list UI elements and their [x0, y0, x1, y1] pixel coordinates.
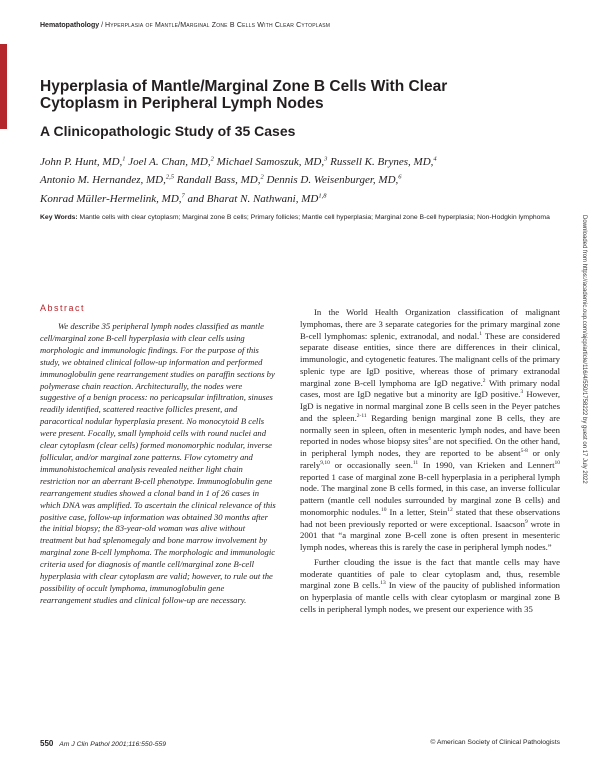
- reference-citation: 9: [524, 518, 528, 525]
- author-list: [40, 151, 580, 207]
- running-header: [40, 22, 330, 29]
- body-paragraph-2: [300, 557, 560, 616]
- reference-citation: 1: [479, 330, 482, 337]
- author: Russell K. Brynes, MD,$^4$: [330, 155, 437, 168]
- article-title: Hyperplasia of Mantle/Marginal Zone B Cells With Clear Cytoplasm in Peripheral Lymph Nodes: [40, 78, 448, 112]
- body-text: In a letter, Stein: [386, 506, 448, 517]
- download-notice: Downloaded from https://academic.oup.com/ajcp/article/116/4/550/1758222 by guest on 17 July 2022: [581, 215, 587, 484]
- body-text: Regarding benign marginal zone B cells, they are normally seen in spleen, often in mesenteric lymph nodes, and have been reported in nodes whose biopsy sites: [300, 412, 560, 447]
- header-separator: /: [99, 22, 105, 29]
- reference-citation: 5-8: [520, 448, 528, 455]
- reference-citation: 10: [380, 506, 387, 513]
- reference-citation: 13: [380, 580, 386, 587]
- article-subtitle: A Clinicopathologic Study of 35 Cases: [40, 123, 296, 139]
- body-text: are not specified. On the other hand, in peripheral lymph nodes, they are reported to be absent: [300, 436, 561, 458]
- reference-citation: 11: [412, 459, 419, 466]
- abstract-heading: Abstract: [40, 303, 86, 313]
- reference-citation: 2: [482, 377, 486, 384]
- body-text: Further clouding the issue is the fact that mantle cells may have moderate quantities of pale to clear cytoplasm and, thus, resemble marginal zone B cells.: [300, 556, 560, 591]
- accent-bar: [0, 44, 7, 129]
- keywords-text: Mantle cells with clear cytoplasm; Marginal zone B cells; Primary follicles; Mantle cell hyperplasia; Marginal zone B-cell hyperplasia; Non-Hodgkin lymphoma: [79, 214, 550, 221]
- author: Konrad Müller-Hermelink, MD,$^7$: [40, 192, 185, 205]
- body-text: In the World Health Organization classification of malignant lymphomas, there are 3 separate categories for the primary marginal zone B-cell lymphomas: splenic, extranodal, and nodal.: [300, 307, 560, 341]
- keywords-label: Key Words:: [40, 214, 78, 221]
- running-title: Hyperplasia of Mantle/Marginal Zone B Cells With Clear Cytoplasm: [104, 22, 331, 29]
- reference-citation: 4: [428, 436, 431, 443]
- body-text: These are considered separate disease entities, since there are differences in their clinical, immunologic, and cytogenetic features. The malignant cells of the primary splenic type are IgD positive, whereas those of primary extranodal marginal zone B-cell lymphoma are IgD negative.: [300, 330, 561, 388]
- author: Michael Samoszuk, MD,$^3$: [216, 155, 328, 168]
- author: Joel A. Chan, MD,$^2$: [128, 155, 214, 168]
- body-text: In 1990, van Krieken and Lennert: [418, 459, 555, 470]
- author: Randall Bass, MD,$^2$: [176, 173, 264, 187]
- reference-citation: 10: [554, 459, 560, 466]
- body-text: reported 1 case of marginal zone B-cell hyperplasia in a peripheral lymph node. The marginal zone B cells formed, in this case, an inverse follicular pattern (mantle cell nodules surrounded by marginal zone B cells) and monomorphic nodules.: [300, 471, 560, 517]
- keywords: [40, 213, 560, 224]
- copyright: © American Society of Clinical Pathologists: [430, 739, 560, 746]
- author: and Bharat N. Nathwani, MD$^{1,8}$: [187, 192, 327, 205]
- page-number: 550: [40, 739, 54, 748]
- download-sidenote: [577, 215, 587, 545]
- body-text: In view of the paucity of published information on hyperplasia of mantle cells with clear cytoplasm or marginal zone B cells in peripheral lymph nodes, we present our experience with 35: [300, 580, 560, 614]
- body-paragraph-1: [300, 307, 560, 554]
- body-text: or only rarely: [300, 448, 560, 470]
- page-footer: [40, 739, 560, 748]
- body-text: However, IgD is negative in normal marginal zone B cells seen in the Peyer patches and the spleen.: [300, 389, 560, 423]
- reference-citation: 2-11: [356, 412, 367, 419]
- reference-citation: 9,10: [320, 459, 330, 466]
- body-text: With primary nodal cases, most are IgD negative but a minority are IgD positive.: [300, 377, 560, 400]
- journal-citation: Am J Clin Pathol 2001;116:550-559: [59, 741, 167, 748]
- author: Dennis D. Weisenburger, MD,$^6$: [266, 173, 402, 187]
- body-text: stated that these observations had not been previously reported or were exceptional. Isaacson: [300, 506, 561, 529]
- section-label: Hematopathology: [40, 22, 100, 29]
- body-text: or occasionally seen.: [329, 459, 413, 470]
- body-column: [300, 307, 560, 619]
- author: Antonio M. Hernandez, MD,$^{2,5}$: [40, 173, 174, 187]
- reference-citation: 3: [520, 389, 524, 396]
- abstract-text: We describe 35 peripheral lymph nodes classified as mantle cell/marginal zone B-cell hyperplasia with clear cells using morphologic and immunologic findings. For the purpose of this study, we obtained clinical follow-up information and performed immunoglobulin gene rearrangement studies on paraffin sections by polymerase chain reaction. Architecturally, the nodes were suggestive of a benign process: no pericapsular infiltration, sinuses readily identified, scattered reactive follicles present, and paracortical nodular hyperplasia present. No monocytoid B cells were present. Focally, small lymphoid cells with round nuclei and clear cytoplasm (clear cells) formed monomorphic nodular, inverse follicular, and/or marginal zone patterns. Flow cytometry and immunohistochemical analysis revealed neither light chain restriction nor an aberrant B-cell phenotype. Immunoglobulin gene rearrangement studies showed a clonal band in 1 of 26 cases in which DNA was amplified. To ascertain the clinical relevance of this positive case, follow-up information was obtained 30 months after the initial biopsy; the 83-year-old woman was alive without treatment but had splenomegaly and bone marrow involvement by marginal zone B-cell lymphoma. The morphologic and immunologic criteria used for diagnosis of mantle cell/marginal zone B-cell hyperplasia with clear cytoplasm are valid; however, to rule out the possibility of occult lymphoma, immunoglobulin gene rearrangement studies and clinical follow-up are necessary.: [40, 321, 276, 605]
- reference-citation: 12: [447, 506, 453, 513]
- body-text: wrote in 2001 that “a marginal zone B-cell zone is often present in mesenteric lymph nodes, whereas this is rarely the case in peripheral lymph nodes.”: [300, 518, 560, 552]
- author: John P. Hunt, MD,$^1$: [40, 155, 126, 168]
